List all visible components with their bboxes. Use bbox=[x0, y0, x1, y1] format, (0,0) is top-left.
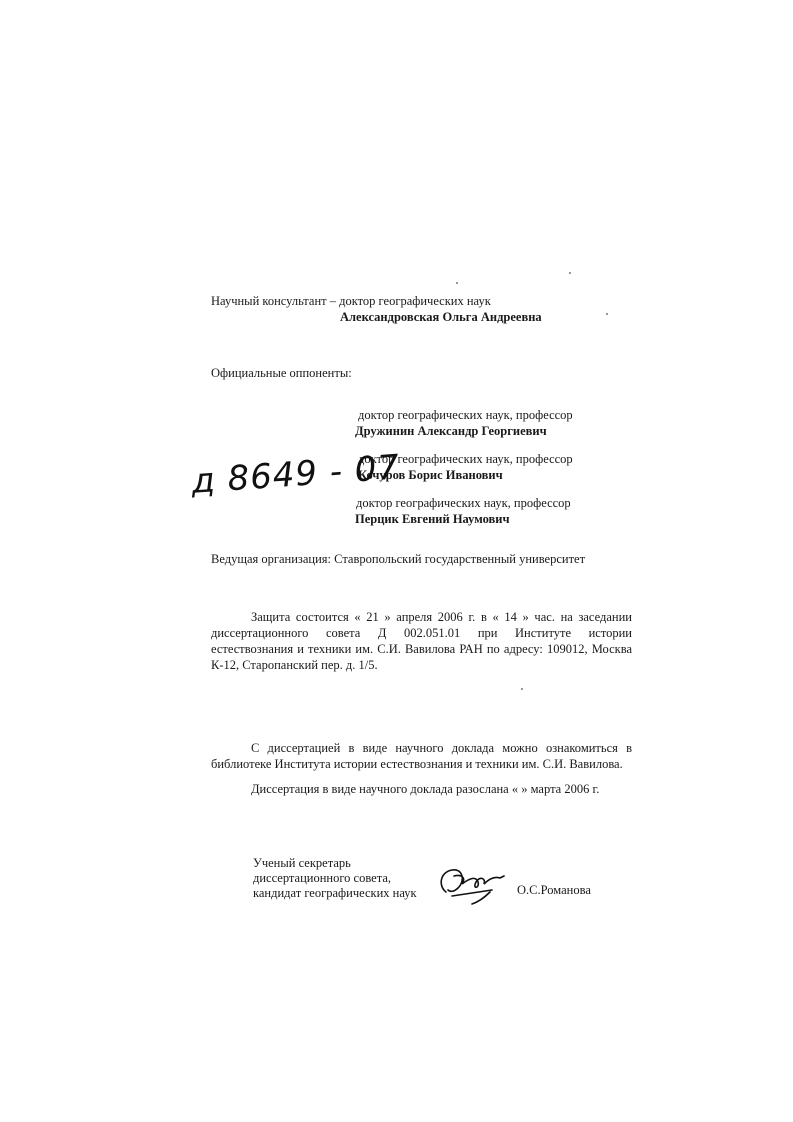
consultant-name: Александровская Ольга Андреевна bbox=[340, 310, 542, 324]
lead-organization: Ведущая организация: Ставропольский государственный университет bbox=[211, 552, 586, 566]
defense-line-2: диссертационного совета Д 002.051.01 при Институте истории bbox=[211, 626, 632, 640]
handwritten-registration-number: д 8649 - 07 bbox=[190, 447, 402, 502]
consultant-label: Научный консультант – доктор географических наук bbox=[211, 294, 491, 308]
scan-speck bbox=[521, 688, 523, 690]
opponent-3-name: Перцик Евгений Наумович bbox=[355, 512, 510, 526]
secretary-title: Ученый секретарь bbox=[253, 856, 351, 870]
defense-line-3: естествознания и техники им. С.И. Вавилова РАН по адресу: 109012, Москва bbox=[211, 642, 632, 656]
library-paragraph bbox=[211, 740, 632, 772]
library-line-2: библиотеке Института истории естествознания и техники им. С.И. Вавилова. bbox=[211, 757, 623, 771]
defense-line-4: К-12, Старопанский пер. д. 1/5. bbox=[211, 658, 378, 672]
opponent-1-title: доктор географических наук, профессор bbox=[358, 408, 573, 422]
secretary-name: О.С.Романова bbox=[517, 883, 591, 897]
scan-speck bbox=[569, 272, 571, 274]
library-line-1: С диссертацией в виде научного доклада можно ознакомиться в bbox=[251, 741, 632, 755]
defense-line-1: Защита состоится « 21 » апреля 2006 г. в « 14 » час. на заседании bbox=[251, 610, 632, 624]
opponents-heading: Официальные оппоненты: bbox=[211, 366, 352, 380]
scan-speck bbox=[606, 313, 608, 315]
signature-image bbox=[432, 862, 512, 906]
secretary-degree: кандидат географических наук bbox=[253, 886, 417, 900]
defense-paragraph bbox=[211, 609, 632, 673]
opponent-1-name: Дружинин Александр Георгиевич bbox=[355, 424, 547, 438]
scan-speck bbox=[456, 282, 458, 284]
secretary-council: диссертационного совета, bbox=[253, 871, 392, 885]
opponent-3-title: доктор географических наук, профессор bbox=[356, 496, 571, 510]
opponent-2-name: Кочуров Борис Иванович bbox=[358, 468, 503, 482]
distribution-date: Диссертация в виде научного доклада разослана « » марта 2006 г. bbox=[251, 782, 600, 796]
opponent-2-title: доктор географических наук, профессор bbox=[358, 452, 573, 466]
